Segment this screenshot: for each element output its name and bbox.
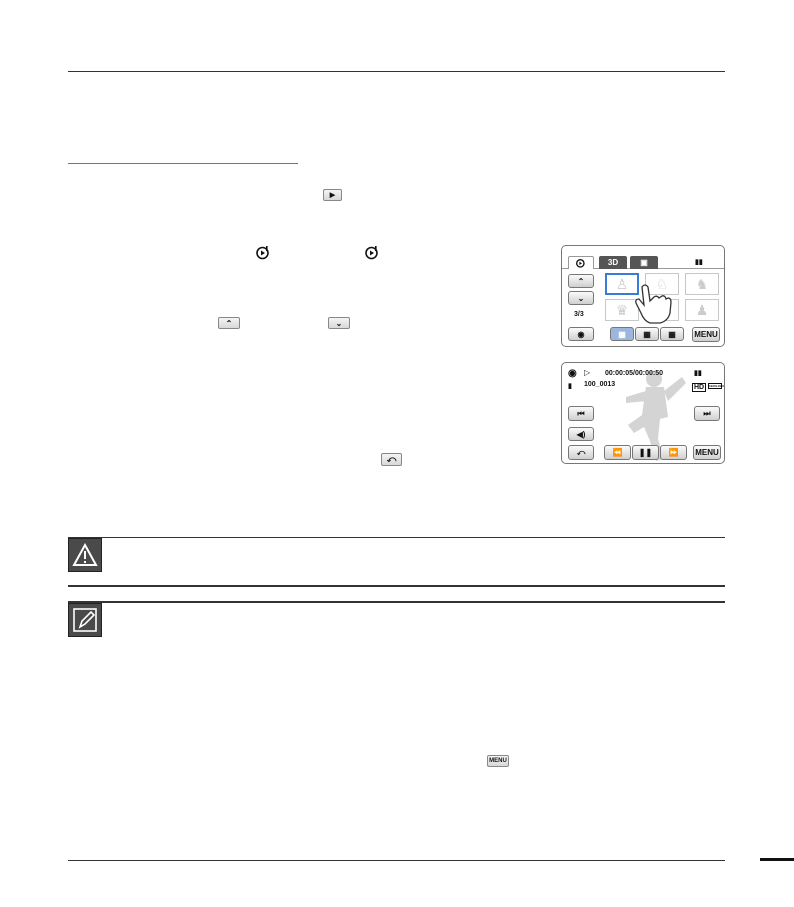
calendar-icon: ▦ [668, 329, 676, 339]
chevron-down-icon: ⌄ [577, 293, 585, 303]
up-button[interactable] [218, 317, 240, 329]
chevron-up-icon: ⌃ [577, 276, 585, 286]
section-heading-underline [68, 163, 298, 164]
video-play-icon: ◉ [568, 368, 577, 379]
view-grid-12-button[interactable] [635, 327, 659, 341]
page-counter: 3/3 [574, 311, 584, 318]
return-button[interactable] [381, 453, 402, 466]
play-icon: ▶ [329, 192, 336, 199]
skip-back-icon: ⏮ [577, 408, 585, 418]
tab-photo[interactable] [630, 256, 658, 269]
touch-hand-icon [632, 281, 674, 325]
warning-top-rule [68, 537, 725, 538]
pause-button[interactable] [632, 445, 659, 460]
note-top-rule [68, 601, 725, 603]
storage-icon: ▮▮ [695, 259, 703, 266]
video-play-icon [365, 245, 380, 263]
thumb-menu-button[interactable]: MENU [692, 327, 720, 342]
thumb-down-button[interactable] [568, 291, 594, 305]
folder-icon: ▮ [568, 383, 572, 390]
play-menu-button[interactable]: MENU [693, 445, 721, 460]
page-number-tab [760, 858, 794, 861]
storage-icon: ▮▮ [694, 370, 702, 377]
playback-screen [561, 362, 725, 464]
volume-button[interactable] [568, 427, 594, 441]
rewind-icon: ⏪ [612, 448, 623, 457]
down-button[interactable] [328, 317, 350, 329]
fast-forward-button[interactable] [660, 445, 687, 460]
skip-forward-button[interactable] [694, 406, 720, 421]
tab-video[interactable] [568, 256, 594, 269]
return-icon: ⤺ [576, 447, 586, 457]
menu-button[interactable]: MENU [487, 755, 509, 767]
return-button[interactable] [568, 445, 594, 460]
bottom-rule [68, 860, 725, 861]
hd-badge: HD [694, 384, 705, 391]
warning-triangle-icon [68, 538, 102, 572]
thumbnail[interactable]: ♛ [605, 299, 639, 321]
return-icon: ⤺ [386, 454, 397, 464]
pause-icon: ❚❚ [638, 448, 653, 457]
top-rule [68, 71, 725, 72]
skip-forward-icon: ⏭ [703, 408, 711, 418]
chevron-down-icon: ⌄ [335, 318, 343, 328]
grid-icon: ▦ [643, 329, 651, 339]
video-play-icon [256, 245, 271, 263]
fast-forward-icon: ⏩ [668, 448, 679, 457]
video-play-icon [576, 258, 586, 268]
thumbnail[interactable]: ♟ [685, 299, 719, 321]
volume-icon: ◀) [576, 429, 586, 439]
view-grid-6-button[interactable] [610, 327, 634, 341]
play-mode-button[interactable] [323, 189, 342, 201]
thumbnail[interactable]: ♞ [685, 273, 719, 295]
warning-bottom-rule [68, 585, 725, 587]
photo-icon: ▣ [640, 258, 648, 267]
note-pencil-icon [68, 603, 102, 637]
view-calendar-button[interactable] [660, 327, 684, 341]
thumbnail[interactable]: ♘ [645, 273, 679, 295]
mode-button[interactable] [568, 327, 594, 341]
video-camera-icon: ◉ [577, 329, 585, 339]
resolution-badge: 1920x1080 [709, 384, 725, 388]
tab-3d-label: 3D [607, 258, 619, 267]
skip-back-button[interactable] [568, 406, 594, 421]
timecode: 00:00:05/00:00:50 [605, 370, 663, 377]
chevron-up-icon: ⌃ [225, 318, 233, 328]
grid-icon: ▦ [618, 329, 626, 339]
thumbnail[interactable]: ♙ [605, 273, 639, 295]
tab-3d[interactable] [599, 256, 627, 269]
thumb-up-button[interactable] [568, 274, 594, 288]
play-status-icon: ▷ [584, 368, 591, 377]
thumbnail-screen [561, 245, 725, 347]
file-number: 100_0013 [584, 381, 616, 388]
rewind-button[interactable] [604, 445, 631, 460]
